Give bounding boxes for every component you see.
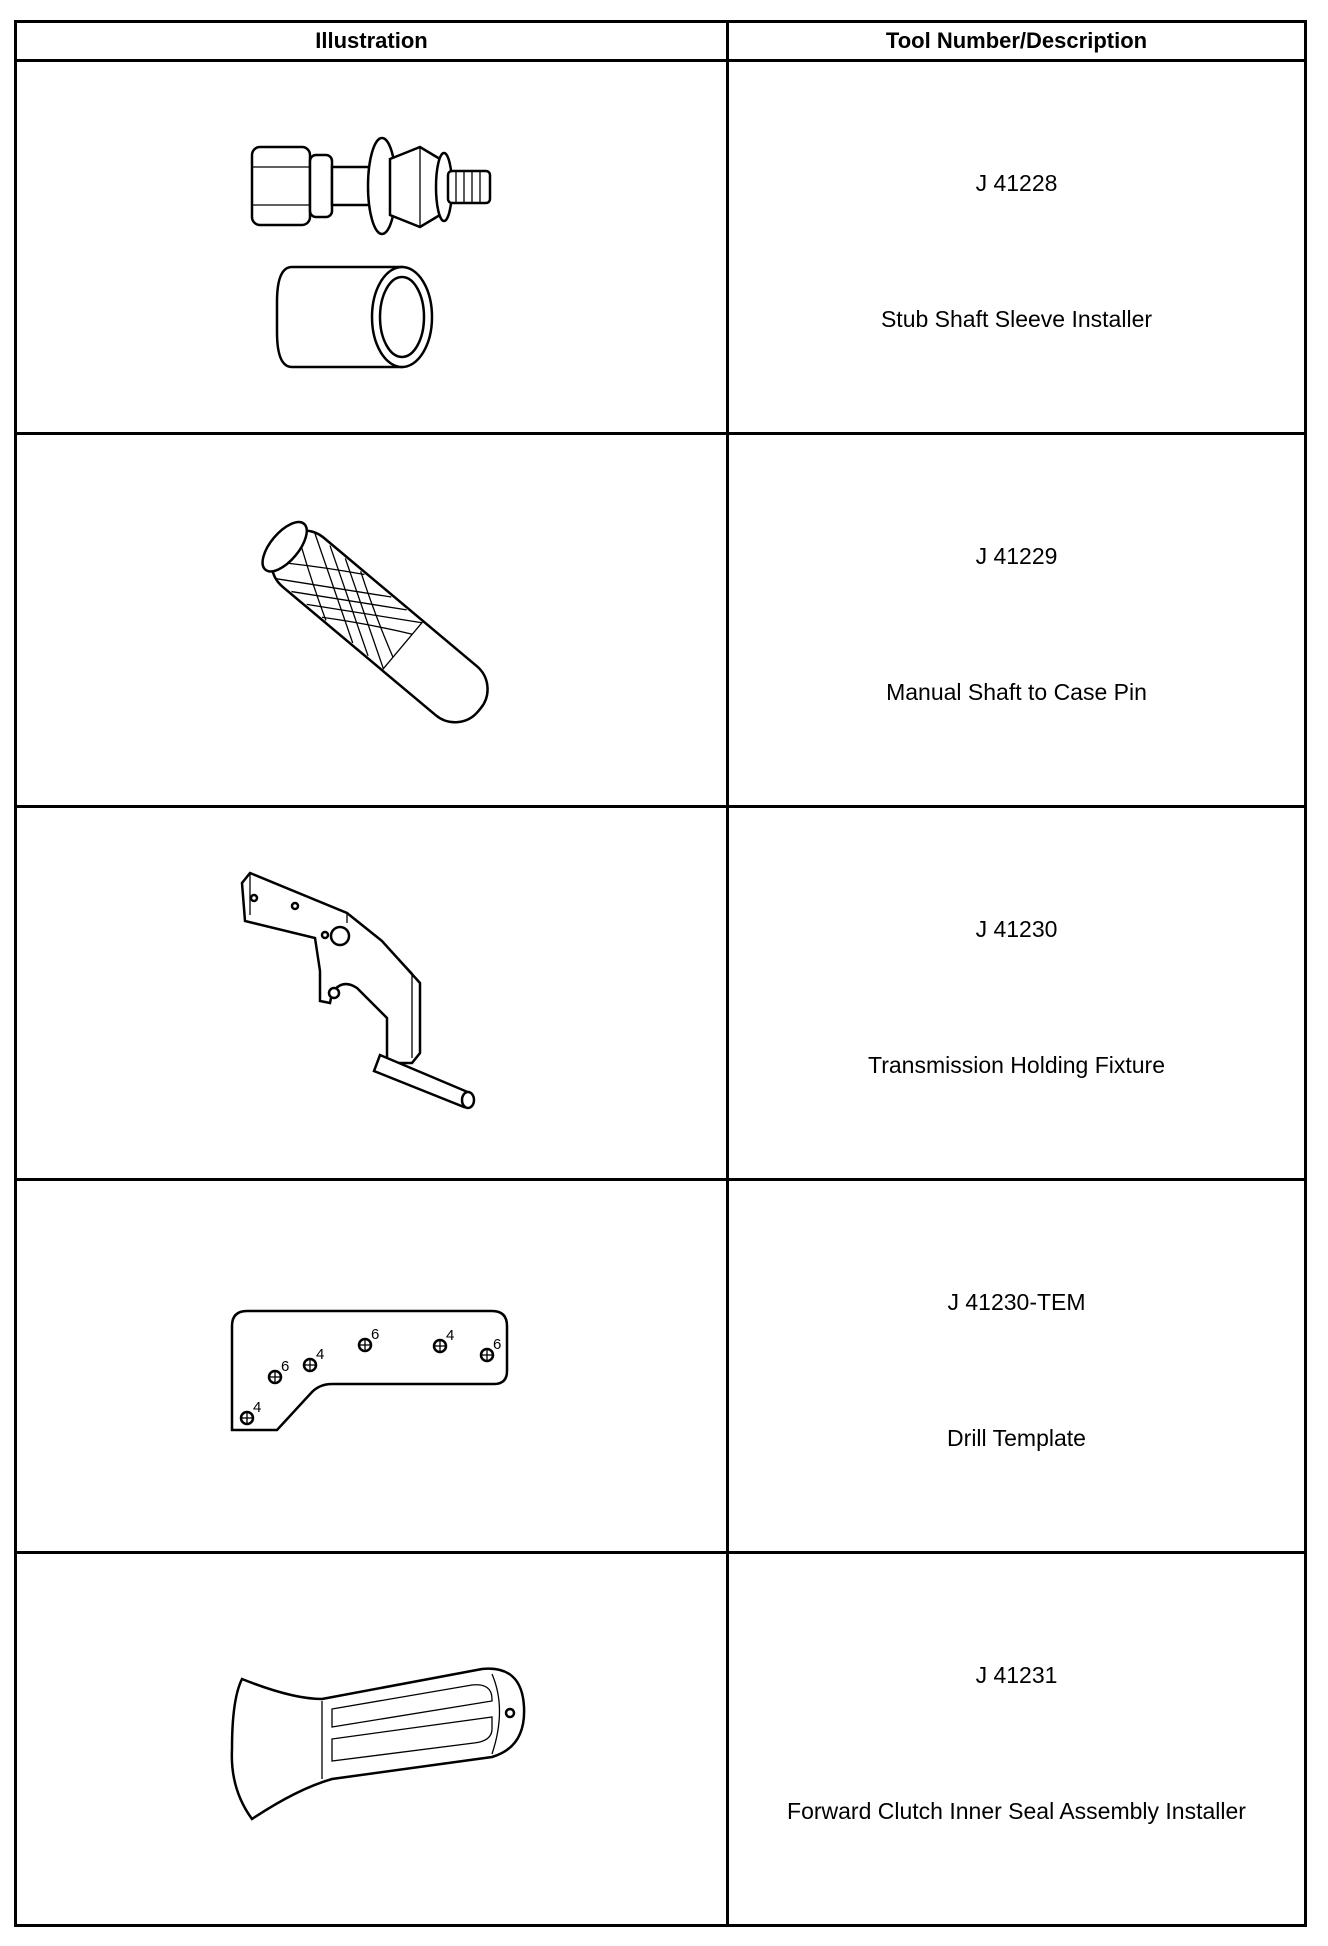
table-row — [16, 807, 1306, 1180]
illustration-cell — [16, 807, 728, 1180]
header-illustration: Illustration — [16, 22, 728, 61]
illustration-cell — [16, 61, 728, 434]
tool-number: J 41230 — [975, 916, 1058, 942]
stub-shaft-sleeve-installer-illustration — [222, 97, 522, 397]
description-cell — [728, 1553, 1306, 1926]
description-cell — [728, 807, 1306, 1180]
tool-description: Manual Shaft to Case Pin — [886, 679, 1147, 705]
tool-description: Forward Clutch Inner Seal Assembly Installer — [787, 1798, 1246, 1824]
tool-number: J 41231 — [975, 1662, 1058, 1688]
transmission-holding-fixture-illustration — [212, 843, 532, 1143]
table-row — [16, 1553, 1306, 1926]
header-tool-number-description: Tool Number/Description — [728, 22, 1306, 61]
description-cell — [728, 1180, 1306, 1553]
tool-description: Stub Shaft Sleeve Installer — [880, 306, 1153, 332]
illustration-cell — [16, 1180, 728, 1553]
table-row — [16, 61, 1306, 434]
tool-number: J 41228 — [975, 170, 1058, 196]
hole-size-label: 6 — [370, 1326, 379, 1343]
tool-number: J 41230-TEM — [947, 1289, 1086, 1315]
hole-size-label: 6 — [280, 1358, 289, 1375]
manual-shaft-to-case-pin-illustration — [212, 460, 532, 780]
tool-table — [14, 20, 1307, 1927]
illustration-cell — [16, 1553, 728, 1926]
table-row — [16, 434, 1306, 807]
tool-number: J 41229 — [975, 543, 1058, 569]
table-row — [16, 1180, 1306, 1553]
tool-description: Drill Template — [947, 1425, 1086, 1451]
hole-size-label: 6 — [492, 1336, 501, 1353]
description-cell — [728, 434, 1306, 807]
illustration-cell — [16, 434, 728, 807]
hole-size-label: 4 — [445, 1327, 454, 1344]
hole-size-label: 4 — [315, 1346, 324, 1363]
drill-template-illustration — [202, 1216, 542, 1516]
hole-size-label: 4 — [252, 1399, 261, 1416]
tool-description: Transmission Holding Fixture — [868, 1052, 1165, 1078]
forward-clutch-inner-seal-installer-illustration — [202, 1589, 542, 1889]
description-cell — [728, 61, 1306, 434]
table-header-row — [16, 22, 1306, 61]
